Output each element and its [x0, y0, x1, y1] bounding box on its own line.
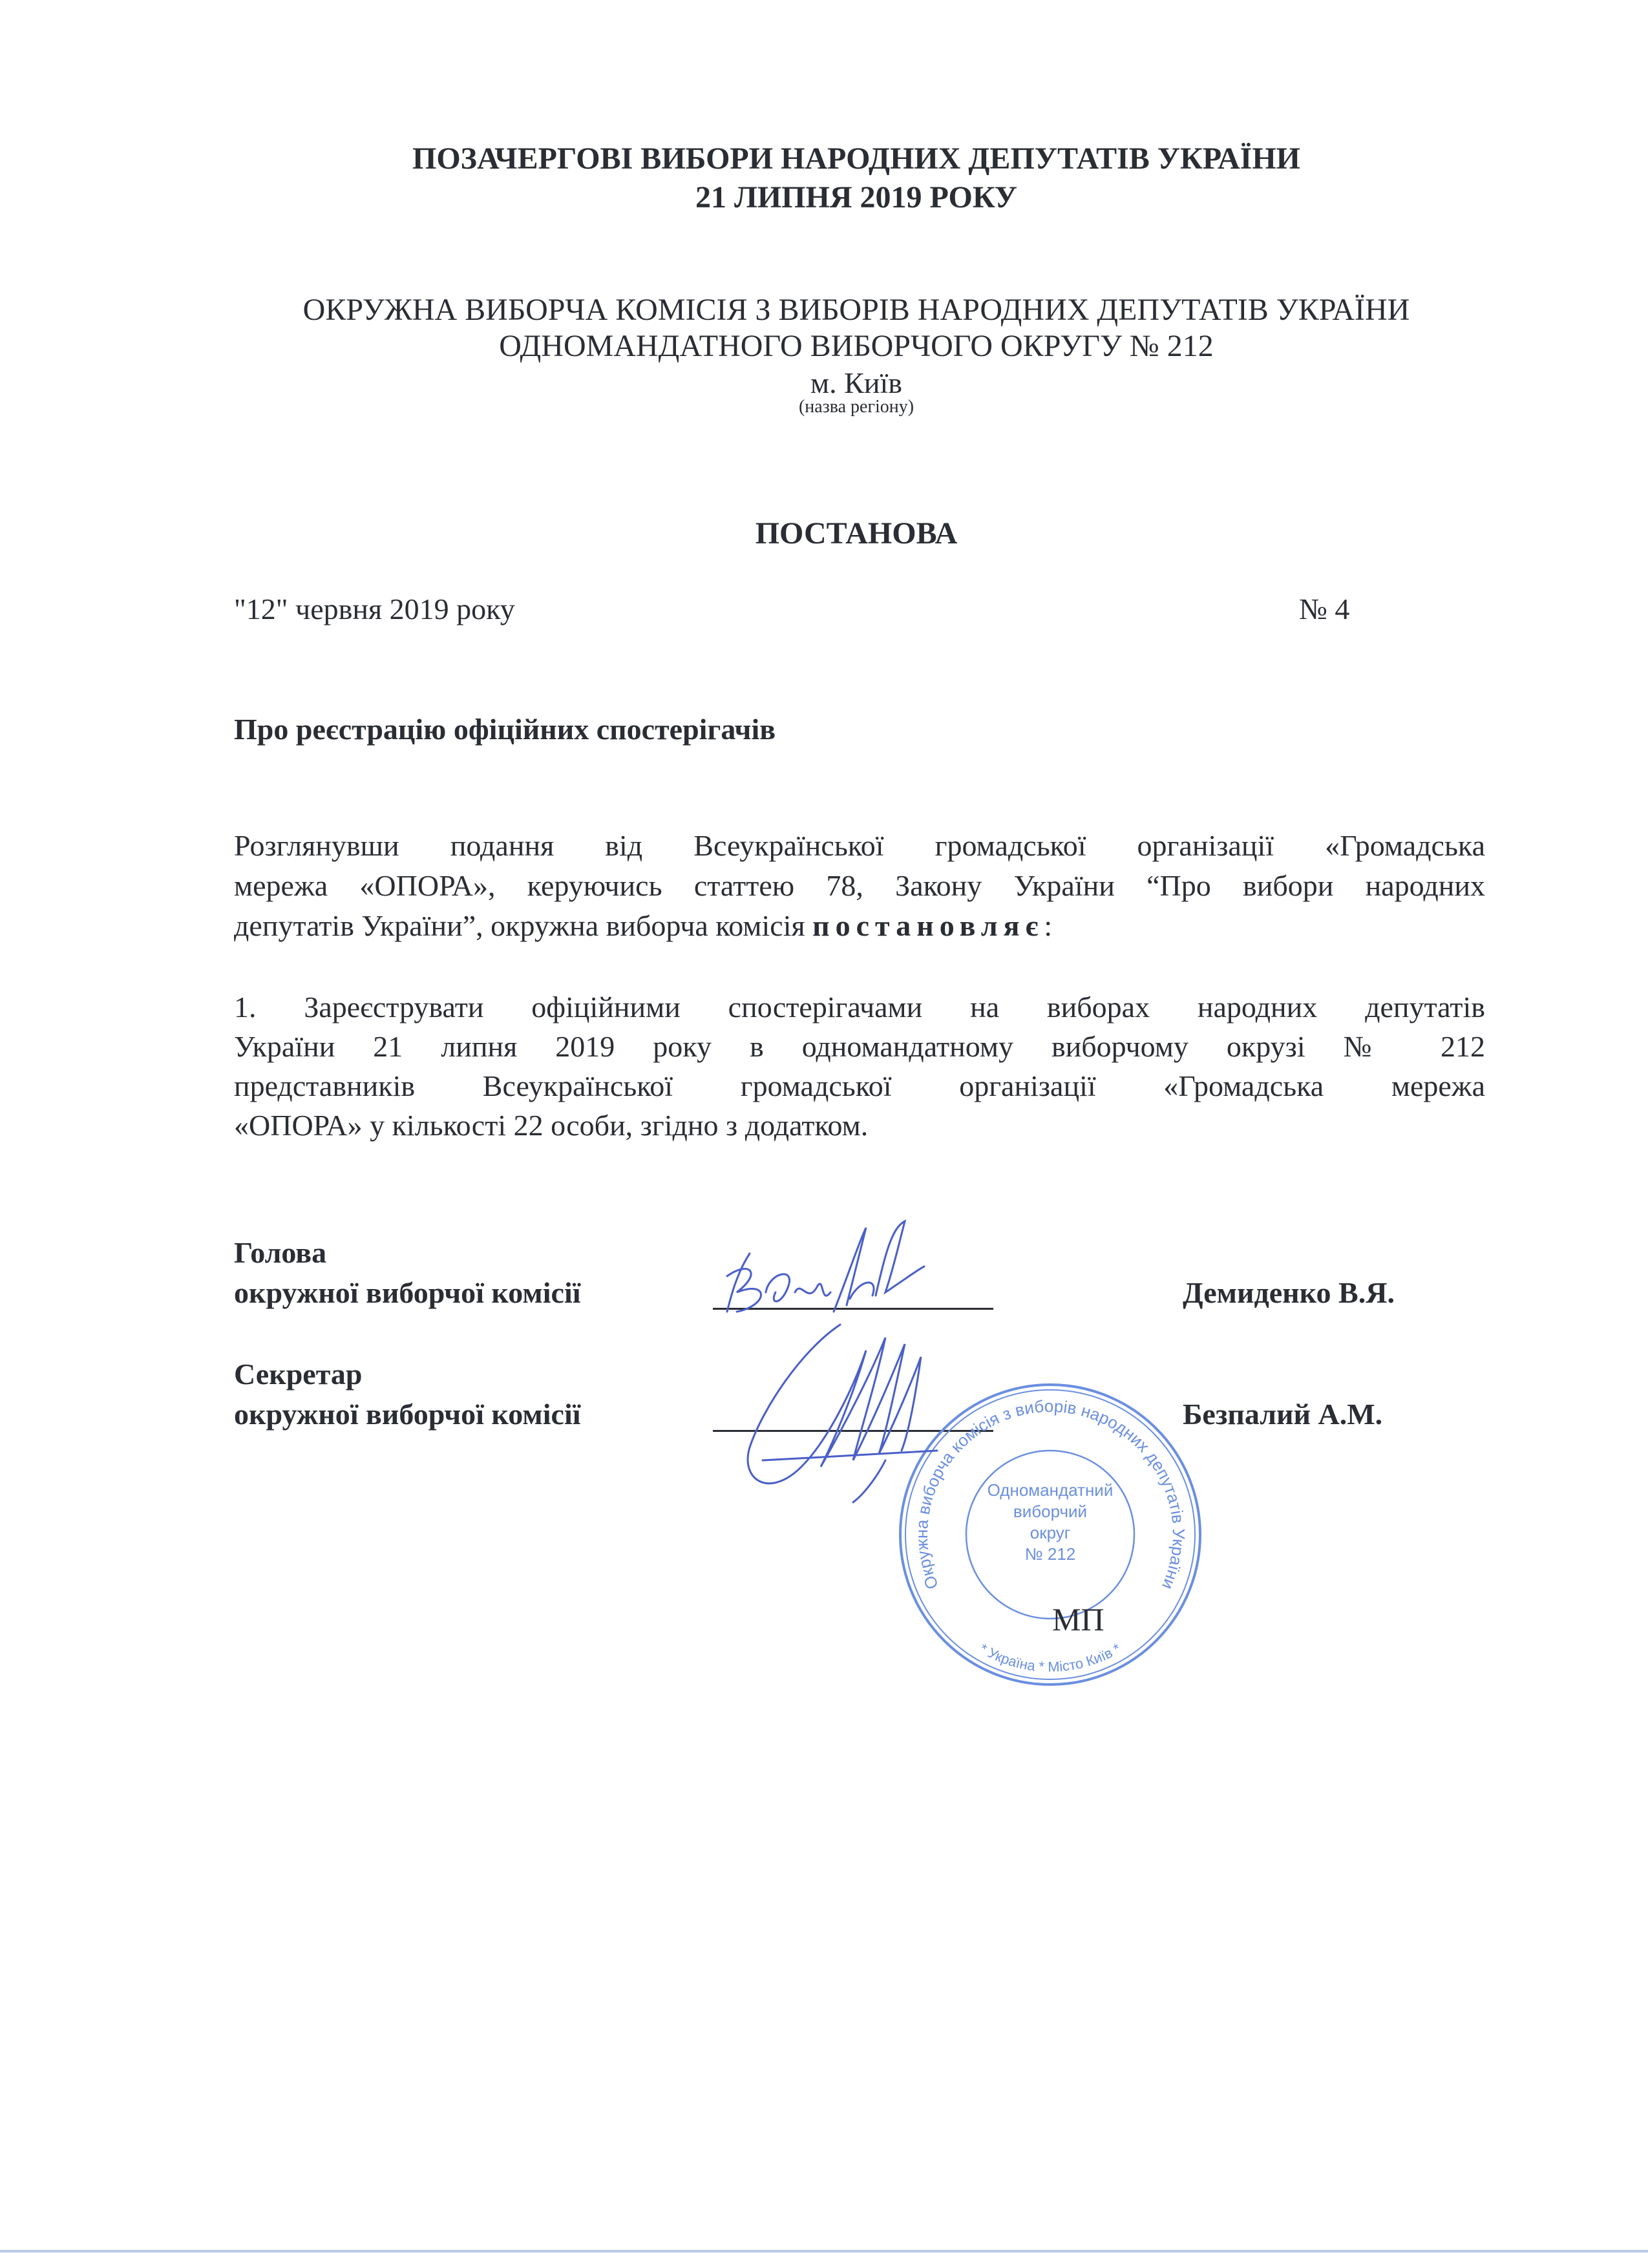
- region: м. Київ: [810, 366, 902, 399]
- preamble-line: мережа «ОПОРА», керуючись статтею 78, Закону України “Про вибори народних: [234, 869, 1485, 902]
- resolution-number: № 4: [1299, 593, 1350, 625]
- colon: :: [1044, 909, 1053, 942]
- stamp-center-line: № 212: [1024, 1544, 1076, 1564]
- chair-name: Демиденко В.Я.: [1183, 1276, 1395, 1309]
- doc-type: ПОСТАНОВА: [755, 516, 958, 551]
- item-line: 1. Зареєструвати офіційними спостерігачами на виборах народних депутатів: [234, 991, 1485, 1024]
- seal-mark: МП: [1052, 1601, 1104, 1637]
- secretary-title: Секретар: [234, 1358, 363, 1391]
- chair-title: Голова: [234, 1236, 327, 1269]
- chair-org: окружної виборчої комісії: [234, 1276, 581, 1309]
- resolution-date: "12" червня 2019 року: [234, 593, 515, 625]
- district-name: ОДНОМАНДАТНОГО ВИБОРЧОГО ОКРУГУ № 212: [499, 329, 1214, 363]
- preamble-line: [234, 908, 1485, 943]
- secretary-name: Безпалий А.М.: [1183, 1398, 1383, 1431]
- item-line: України 21 липня 2019 року в одномандатному виборчому окрузі № 212: [234, 1030, 1485, 1063]
- page-bottom-edge: [0, 2250, 1648, 2252]
- resolution-subject: Про реєстрацію офіційних спостерігачів: [234, 713, 776, 746]
- preamble-line: Розглянувши подання від Всеукраїнської громадської організації «Громадська: [234, 829, 1485, 862]
- stamp-center-line: Одномандатний: [987, 1480, 1114, 1500]
- item-line: представників Всеукраїнської громадської організації «Громадська мережа: [234, 1069, 1485, 1102]
- region-caption: (назва регіону): [798, 397, 914, 417]
- stamp-outer-text: Окружна виборча комісія з виборів народних депутатів України: [911, 1396, 1189, 1593]
- preamble-text: депутатів України”, окружна виборча комісія: [234, 909, 813, 942]
- stamp-center-line: округ: [1030, 1523, 1071, 1542]
- election-date: 21 ЛИПНЯ 2019 РОКУ: [695, 180, 1017, 215]
- item-line: «ОПОРА» у кількості 22 особи, згідно з додатком.: [234, 1109, 869, 1142]
- election-title: ПОЗАЧЕРГОВІ ВИБОРИ НАРОДНИХ ДЕПУТАТІВ УКРАЇНИ: [412, 142, 1301, 176]
- stamp-bottom-text: * Україна * Місто Київ *: [977, 1640, 1124, 1675]
- secretary-org: окружної виборчої комісії: [234, 1398, 581, 1431]
- stamp-center-line: виборчий: [1013, 1502, 1088, 1521]
- resolves-word: постановляє: [812, 909, 1044, 942]
- commission-name: ОКРУЖНА ВИБОРЧА КОМІСІЯ З ВИБОРІВ НАРОДНИХ ДЕПУТАТІВ УКРАЇНИ: [302, 293, 1410, 327]
- secretary-signature: [724, 1312, 995, 1506]
- chair-signature: [711, 1215, 1008, 1325]
